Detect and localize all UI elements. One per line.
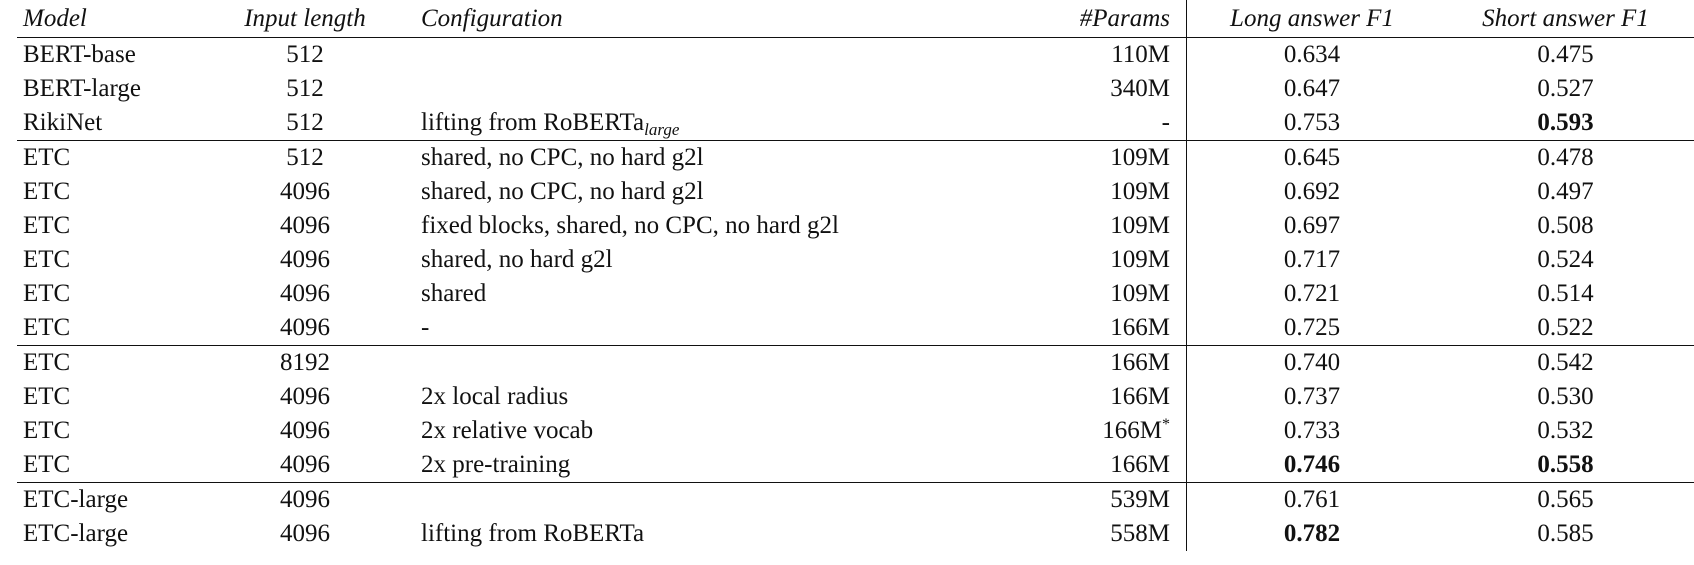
cell-params-text: 166M bbox=[1110, 383, 1170, 410]
cell-model-text: ETC bbox=[23, 144, 71, 171]
cell-short-answer-f1-text: 0.542 bbox=[1537, 349, 1594, 376]
header-params: #Params bbox=[1079, 5, 1170, 32]
cell-configuration-text: - bbox=[421, 314, 430, 341]
cell-params-text: 166M bbox=[1110, 314, 1170, 341]
cell-long-answer-f1-text: 0.692 bbox=[1283, 178, 1341, 205]
cell-input-length bbox=[209, 277, 401, 311]
cell-long-answer-f1 bbox=[1187, 311, 1438, 346]
cell-configuration-text: shared, no CPC, no hard g2l bbox=[421, 178, 704, 205]
cell-params-text: 110M bbox=[1111, 41, 1170, 68]
cell-short-answer-f1 bbox=[1437, 483, 1694, 518]
cell-params bbox=[1027, 517, 1187, 551]
cell-params-text: 109M bbox=[1110, 212, 1170, 239]
cell-short-answer-f1 bbox=[1437, 448, 1694, 483]
cell-configuration-text: shared, no hard g2l bbox=[421, 246, 613, 273]
cell-input-length-text: 4096 bbox=[280, 486, 330, 513]
cell-long-answer-f1-text: 0.645 bbox=[1283, 144, 1341, 171]
cell-params bbox=[1027, 72, 1187, 106]
cell-long-answer-f1 bbox=[1187, 277, 1438, 311]
cell-params-text: 109M bbox=[1110, 280, 1170, 307]
cell-long-answer-f1-text: 0.725 bbox=[1283, 314, 1341, 341]
cell-short-answer-f1 bbox=[1437, 414, 1694, 448]
cell-params-text: 109M bbox=[1110, 246, 1170, 273]
configuration-subscript: large bbox=[644, 120, 680, 139]
cell-short-answer-f1-text: 0.585 bbox=[1537, 520, 1594, 547]
cell-model-text: RikiNet bbox=[23, 109, 103, 136]
cell-model-text: ETC bbox=[23, 314, 71, 341]
cell-configuration bbox=[401, 209, 1027, 243]
cell-short-answer-f1-text: 0.522 bbox=[1537, 314, 1594, 341]
cell-params bbox=[1027, 311, 1187, 346]
cell-configuration-text: 2x relative vocab bbox=[421, 417, 594, 444]
cell-params bbox=[1027, 141, 1187, 176]
cell-model bbox=[17, 311, 209, 346]
cell-short-answer-f1-text: 0.558 bbox=[1537, 451, 1594, 478]
table-row bbox=[17, 141, 1694, 176]
cell-input-length-text: 4096 bbox=[280, 520, 330, 547]
cell-model-text: ETC-large bbox=[23, 486, 129, 513]
cell-long-answer-f1 bbox=[1187, 175, 1438, 209]
cell-params-text: 340M bbox=[1110, 75, 1170, 102]
cell-input-length-text: 4096 bbox=[280, 417, 330, 444]
cell-model bbox=[17, 483, 209, 518]
cell-short-answer-f1 bbox=[1437, 277, 1694, 311]
cell-model bbox=[17, 277, 209, 311]
table-row bbox=[17, 346, 1694, 381]
cell-model-text: BERT-large bbox=[23, 75, 141, 102]
cell-short-answer-f1-text: 0.527 bbox=[1537, 75, 1594, 102]
header-long-answer-f1: Long answer F1 bbox=[1187, 0, 1438, 38]
cell-short-answer-f1-text: 0.478 bbox=[1537, 144, 1594, 171]
cell-model bbox=[17, 414, 209, 448]
cell-model-text: ETC bbox=[23, 451, 71, 478]
cell-configuration bbox=[401, 346, 1027, 381]
cell-input-length bbox=[209, 141, 401, 176]
cell-long-answer-f1 bbox=[1187, 414, 1438, 448]
cell-input-length-text: 4096 bbox=[280, 212, 330, 239]
table-header bbox=[17, 0, 1694, 38]
cell-long-answer-f1 bbox=[1187, 243, 1438, 277]
cell-long-answer-f1-text: 0.753 bbox=[1283, 109, 1341, 136]
cell-input-length bbox=[209, 414, 401, 448]
cell-short-answer-f1 bbox=[1437, 517, 1694, 551]
cell-params bbox=[1027, 483, 1187, 518]
cell-model bbox=[17, 380, 209, 414]
cell-configuration bbox=[401, 38, 1027, 73]
cell-model bbox=[17, 209, 209, 243]
cell-input-length-text: 4096 bbox=[280, 178, 330, 205]
table-row bbox=[17, 243, 1694, 277]
cell-short-answer-f1-text: 0.497 bbox=[1537, 178, 1594, 205]
cell-short-answer-f1 bbox=[1437, 106, 1694, 141]
cell-params-text: 166M bbox=[1110, 349, 1170, 376]
cell-model bbox=[17, 448, 209, 483]
cell-params bbox=[1027, 380, 1187, 414]
cell-input-length-text: 4096 bbox=[280, 383, 330, 410]
cell-short-answer-f1 bbox=[1437, 175, 1694, 209]
cell-params bbox=[1027, 346, 1187, 381]
cell-model bbox=[17, 106, 209, 141]
cell-params-text: 109M bbox=[1110, 144, 1170, 171]
cell-configuration-text: shared, no CPC, no hard g2l bbox=[421, 144, 704, 171]
cell-params bbox=[1027, 277, 1187, 311]
table-row bbox=[17, 106, 1694, 141]
cell-input-length-text: 4096 bbox=[280, 246, 330, 273]
cell-short-answer-f1-text: 0.532 bbox=[1537, 417, 1594, 444]
cell-long-answer-f1-text: 0.647 bbox=[1283, 75, 1341, 102]
cell-short-answer-f1 bbox=[1437, 243, 1694, 277]
cell-model-text: ETC bbox=[23, 246, 71, 273]
cell-long-answer-f1-text: 0.761 bbox=[1283, 486, 1341, 513]
cell-short-answer-f1 bbox=[1437, 209, 1694, 243]
cell-input-length-text: 8192 bbox=[280, 349, 330, 376]
cell-params-text: 558M bbox=[1110, 520, 1170, 547]
cell-long-answer-f1 bbox=[1187, 346, 1438, 381]
cell-input-length bbox=[209, 72, 401, 106]
cell-input-length-text: 4096 bbox=[280, 280, 330, 307]
cell-input-length-text: 4096 bbox=[280, 451, 330, 478]
cell-model bbox=[17, 72, 209, 106]
cell-input-length bbox=[209, 346, 401, 381]
cell-short-answer-f1-text: 0.514 bbox=[1537, 280, 1594, 307]
cell-input-length bbox=[209, 448, 401, 483]
cell-configuration-text: lifting from RoBERTa bbox=[421, 520, 645, 547]
cell-input-length-text: 512 bbox=[286, 41, 324, 68]
results-table bbox=[17, 0, 1694, 551]
cell-params bbox=[1027, 175, 1187, 209]
cell-long-answer-f1 bbox=[1187, 448, 1438, 483]
table-row bbox=[17, 517, 1694, 551]
cell-params bbox=[1027, 106, 1187, 141]
cell-configuration-text: 2x local radius bbox=[421, 383, 569, 410]
cell-configuration-text: shared bbox=[421, 280, 487, 307]
cell-long-answer-f1-text: 0.733 bbox=[1283, 417, 1341, 444]
cell-long-answer-f1 bbox=[1187, 209, 1438, 243]
cell-configuration bbox=[401, 277, 1027, 311]
cell-params-text: 166M bbox=[1102, 417, 1162, 444]
cell-short-answer-f1 bbox=[1437, 380, 1694, 414]
cell-model bbox=[17, 38, 209, 73]
cell-model-text: ETC bbox=[23, 349, 71, 376]
cell-model bbox=[17, 517, 209, 551]
cell-input-length bbox=[209, 209, 401, 243]
cell-params-text: 166M bbox=[1110, 451, 1170, 478]
cell-configuration-text: 2x pre-training bbox=[421, 451, 571, 478]
cell-configuration bbox=[401, 380, 1027, 414]
cell-model bbox=[17, 243, 209, 277]
cell-model-text: ETC bbox=[23, 178, 71, 205]
cell-model bbox=[17, 141, 209, 176]
cell-configuration bbox=[401, 448, 1027, 483]
cell-configuration bbox=[401, 243, 1027, 277]
cell-long-answer-f1 bbox=[1187, 380, 1438, 414]
params-superscript: * bbox=[1162, 416, 1170, 433]
cell-input-length bbox=[209, 311, 401, 346]
table-row bbox=[17, 311, 1694, 346]
table-body bbox=[17, 38, 1694, 552]
cell-configuration-text: fixed blocks, shared, no CPC, no hard g2l bbox=[421, 212, 840, 239]
cell-model-text: BERT-base bbox=[23, 41, 136, 68]
cell-short-answer-f1 bbox=[1437, 141, 1694, 176]
cell-model-text: ETC bbox=[23, 417, 71, 444]
table-row bbox=[17, 38, 1694, 73]
cell-configuration bbox=[401, 72, 1027, 106]
cell-short-answer-f1-text: 0.475 bbox=[1537, 41, 1594, 68]
cell-short-answer-f1-text: 0.593 bbox=[1537, 109, 1594, 136]
cell-long-answer-f1 bbox=[1187, 72, 1438, 106]
cell-long-answer-f1 bbox=[1187, 38, 1438, 73]
cell-input-length-text: 4096 bbox=[280, 314, 330, 341]
cell-long-answer-f1 bbox=[1187, 517, 1438, 551]
cell-short-answer-f1 bbox=[1437, 346, 1694, 381]
cell-params-text: 539M bbox=[1110, 486, 1170, 513]
cell-input-length bbox=[209, 517, 401, 551]
cell-short-answer-f1-text: 0.565 bbox=[1537, 486, 1594, 513]
cell-long-answer-f1-text: 0.634 bbox=[1283, 41, 1341, 68]
cell-input-length bbox=[209, 380, 401, 414]
cell-input-length bbox=[209, 175, 401, 209]
header-short-answer-f1: Short answer F1 bbox=[1482, 5, 1649, 32]
table-row bbox=[17, 483, 1694, 518]
cell-configuration bbox=[401, 311, 1027, 346]
cell-model-text: ETC bbox=[23, 212, 71, 239]
cell-input-length-text: 512 bbox=[286, 75, 324, 102]
cell-input-length bbox=[209, 483, 401, 518]
cell-input-length bbox=[209, 243, 401, 277]
cell-params bbox=[1027, 448, 1187, 483]
table-row bbox=[17, 209, 1694, 243]
cell-input-length bbox=[209, 38, 401, 73]
cell-long-answer-f1-text: 0.697 bbox=[1283, 212, 1341, 239]
cell-short-answer-f1 bbox=[1437, 311, 1694, 346]
cell-model bbox=[17, 175, 209, 209]
cell-long-answer-f1 bbox=[1187, 106, 1438, 141]
cell-long-answer-f1-text: 0.740 bbox=[1283, 349, 1341, 376]
cell-short-answer-f1 bbox=[1437, 72, 1694, 106]
cell-input-length bbox=[209, 106, 401, 141]
header-input-length: Input length bbox=[244, 5, 366, 32]
cell-input-length-text: 512 bbox=[286, 144, 324, 171]
table-row bbox=[17, 448, 1694, 483]
table-row bbox=[17, 175, 1694, 209]
cell-params bbox=[1027, 209, 1187, 243]
cell-configuration bbox=[401, 175, 1027, 209]
table-row bbox=[17, 277, 1694, 311]
header-configuration: Configuration bbox=[421, 5, 563, 32]
cell-long-answer-f1 bbox=[1187, 483, 1438, 518]
cell-long-answer-f1-text: 0.782 bbox=[1283, 520, 1341, 547]
cell-long-answer-f1-text: 0.746 bbox=[1283, 451, 1341, 478]
cell-configuration-text: lifting from RoBERTa bbox=[421, 109, 645, 136]
cell-input-length-text: 512 bbox=[286, 109, 324, 136]
cell-long-answer-f1-text: 0.737 bbox=[1283, 383, 1341, 410]
cell-model bbox=[17, 346, 209, 381]
cell-params-text: 109M bbox=[1110, 178, 1170, 205]
cell-configuration bbox=[401, 414, 1027, 448]
cell-model-text: ETC bbox=[23, 280, 71, 307]
cell-short-answer-f1 bbox=[1437, 38, 1694, 73]
cell-configuration bbox=[401, 106, 1027, 141]
cell-model-text: ETC bbox=[23, 383, 71, 410]
cell-long-answer-f1 bbox=[1187, 141, 1438, 176]
cell-long-answer-f1-text: 0.721 bbox=[1283, 280, 1341, 307]
cell-configuration bbox=[401, 517, 1027, 551]
cell-long-answer-f1-text: 0.717 bbox=[1283, 246, 1341, 273]
header-row bbox=[17, 0, 1694, 38]
cell-short-answer-f1-text: 0.530 bbox=[1537, 383, 1594, 410]
cell-short-answer-f1-text: 0.524 bbox=[1537, 246, 1594, 273]
cell-params-text: - bbox=[1161, 109, 1170, 136]
cell-params bbox=[1027, 414, 1187, 448]
cell-configuration bbox=[401, 141, 1027, 176]
cell-short-answer-f1-text: 0.508 bbox=[1537, 212, 1594, 239]
table-row bbox=[17, 72, 1694, 106]
cell-model-text: ETC-large bbox=[23, 520, 129, 547]
cell-configuration bbox=[401, 483, 1027, 518]
header-model: Model bbox=[23, 5, 87, 32]
cell-params bbox=[1027, 243, 1187, 277]
cell-params bbox=[1027, 38, 1187, 73]
table-row bbox=[17, 414, 1694, 448]
table-row bbox=[17, 380, 1694, 414]
